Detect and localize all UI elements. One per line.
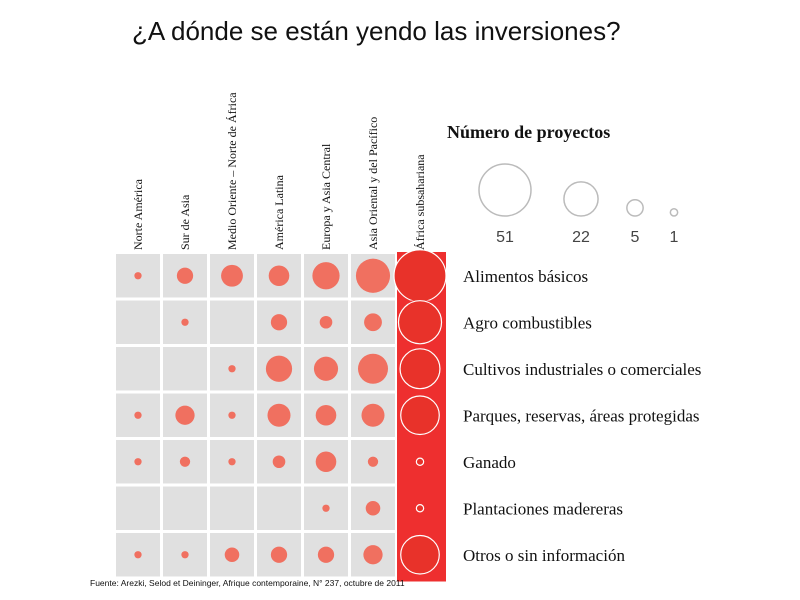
row-label: Alimentos básicos	[463, 266, 589, 286]
data-bubble	[366, 501, 381, 516]
data-bubble	[269, 265, 290, 286]
data-bubble	[180, 457, 190, 467]
data-bubble	[416, 458, 423, 465]
data-bubble	[134, 272, 141, 279]
data-bubble	[401, 535, 440, 574]
column-label: Sur de Asia	[178, 194, 192, 250]
legend-circle	[479, 164, 531, 216]
grid-cell	[116, 347, 160, 391]
data-bubble	[398, 301, 441, 344]
column-label: Norte América	[131, 179, 145, 250]
data-bubble	[267, 404, 290, 427]
data-bubble	[134, 551, 141, 558]
data-bubble	[228, 412, 235, 419]
data-bubble	[416, 505, 423, 512]
data-bubble	[134, 458, 141, 465]
data-bubble	[312, 262, 339, 289]
data-bubble	[273, 455, 286, 468]
data-bubble	[221, 265, 243, 287]
data-bubble	[400, 349, 440, 389]
row-label: Parques, reservas, áreas protegidas	[463, 406, 700, 426]
source-note: Fuente: Arezki, Selod et Deininger, Afrique contemporaine, N° 237, octubre de 2011	[90, 578, 405, 588]
chart-title: ¿A dónde se están yendo las inversiones?	[132, 16, 621, 46]
data-bubble	[394, 250, 446, 302]
data-bubble	[316, 405, 337, 426]
data-bubble	[181, 551, 188, 558]
data-bubble	[364, 313, 382, 331]
row-label: Agro combustibles	[463, 313, 592, 333]
data-bubble	[314, 357, 338, 381]
data-bubble	[266, 356, 292, 382]
data-bubble	[318, 547, 334, 563]
data-bubble	[271, 547, 287, 563]
grid-cell	[163, 487, 207, 531]
data-bubble	[177, 268, 193, 284]
grid-cell	[116, 487, 160, 531]
data-bubble	[363, 545, 382, 564]
legend-circle	[564, 182, 598, 216]
legend-circle	[627, 200, 643, 216]
row-label: Otros o sin información	[463, 545, 625, 565]
data-bubble	[134, 412, 141, 419]
data-bubble	[181, 319, 188, 326]
data-bubble	[175, 406, 194, 425]
data-bubble	[228, 365, 235, 372]
grid-cell	[163, 347, 207, 391]
data-bubble	[401, 396, 440, 435]
grid-cell	[257, 487, 301, 531]
row-label: Ganado	[463, 452, 516, 472]
grid-cell	[116, 301, 160, 345]
data-bubble	[358, 354, 388, 384]
column-label: Europa y Asia Central	[319, 143, 333, 250]
data-bubble	[316, 451, 337, 472]
data-bubble	[228, 458, 235, 465]
legend-value: 22	[572, 229, 590, 246]
legend-value: 5	[630, 229, 640, 246]
grid-cell	[210, 301, 254, 345]
data-bubble	[320, 316, 333, 329]
data-bubble	[271, 314, 287, 330]
legend-circle	[670, 209, 677, 216]
legend-value: 51	[496, 229, 514, 246]
row-label: Cultivos industriales o comerciales	[463, 359, 702, 379]
column-label: Medio Oriente – Norte de África	[225, 92, 239, 250]
data-bubble	[225, 547, 240, 562]
legend-title: Número de proyectos	[447, 122, 611, 142]
grid-cell	[210, 487, 254, 531]
data-bubble	[356, 259, 390, 293]
row-label: Plantaciones madereras	[463, 499, 624, 519]
data-bubble	[322, 505, 329, 512]
legend-value: 1	[669, 229, 679, 246]
data-bubble	[361, 404, 384, 427]
column-label: África subsahariana	[413, 154, 427, 250]
column-label: América Latina	[272, 175, 286, 250]
column-label: Asia Oriental y del Pacífico	[366, 116, 380, 250]
data-bubble	[368, 457, 378, 467]
